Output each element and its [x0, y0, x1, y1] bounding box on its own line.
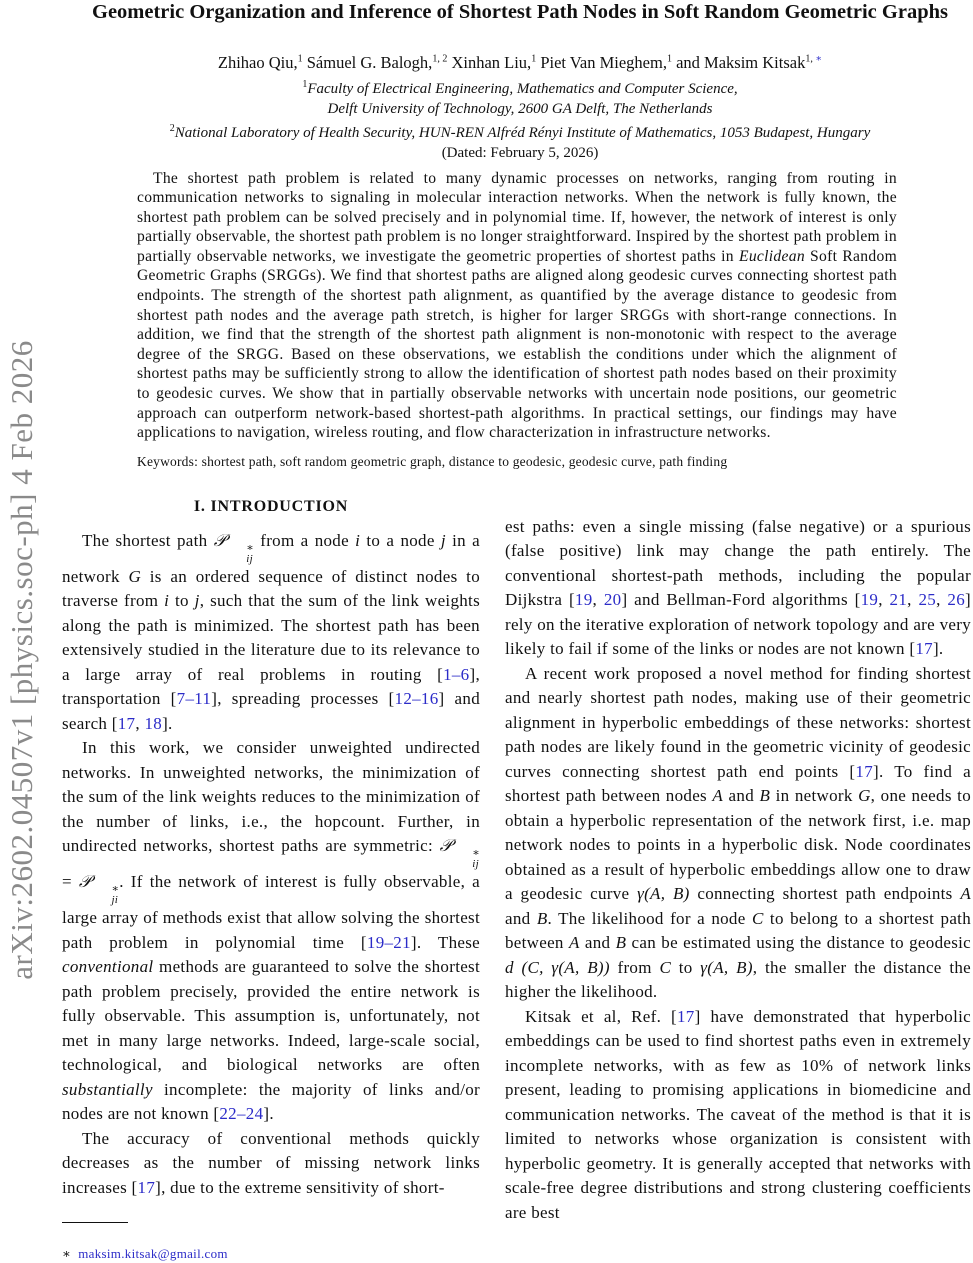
text: The shortest path problem is related to many dynamic processes on networks, ranging from routing in communication networks to signaling in molecular interaction networks. When the network is fully known, the shortest path problem can be solved precisely and in polynomial time. If, however, the network of interest is only partially observable, the shortest path problem is no longer straightforward. Inspired by the shortest path problem in partially observable networks, we investigate the geometric properties of shortest paths in [137, 169, 897, 265]
paper-header [90, 0, 950, 163]
body-columns [62, 495, 971, 1263]
citation-link[interactable]: 17 [915, 639, 933, 659]
citation-link[interactable]: 20 [603, 590, 622, 610]
affiliation: $^2$National Laboratory of Health Security, HUN-REN Alfréd Rényi Institute of Mathematics, 1053 Budapest, Hungary [169, 122, 871, 141]
left-column [62, 495, 480, 1263]
text: Kitsak et al, Ref. [ [525, 1006, 677, 1026]
text: and [505, 908, 537, 928]
author-list [90, 49, 950, 73]
text: , [936, 590, 948, 610]
email-link[interactable]: maksim.kitsak@gmail.com [78, 1246, 228, 1262]
text: , [907, 590, 919, 610]
text: can be estimated using the distance to geodesic [626, 933, 972, 953]
text: to belong to a shortest path between [505, 908, 972, 953]
text: = [62, 872, 79, 892]
text: ]. [932, 639, 944, 659]
text: , [592, 590, 604, 610]
citation-link[interactable]: 26 [947, 590, 966, 610]
math: B [615, 933, 627, 953]
text: A recent work proposed a novel method for finding shortest and nearly shortest path nodes, making use of their geometric alignment in hyperbolic embeddings of these networks: shortest path nodes are likely found in the geometric vicinity of geodesic curves connecting shortest path end points [ [505, 663, 971, 781]
citation-link[interactable]: 19 [574, 590, 593, 610]
paragraph [62, 1127, 480, 1201]
citation-link[interactable]: 7–11 [176, 689, 212, 709]
text: . The likelihood for a node [547, 908, 752, 928]
text: ] and Bellman-Ford algorithms [ [621, 590, 861, 610]
math: j [194, 591, 200, 611]
citation-link[interactable]: 1–6 [443, 664, 470, 684]
text: to a node [360, 530, 441, 550]
text: to [169, 591, 195, 611]
text: ], spreading processes [ [211, 689, 395, 709]
text: , such that the sum of the link weights along the path is minimized. The shortest path has been extensively studied in the literature due to its relevance to a large array of real problems in routing [ [62, 591, 480, 684]
right-column [505, 495, 971, 1263]
text: ] have demonstrated that hyperbolic embeddings can be used to find shortest paths even in extremely incomplete networks, with as few as 10% of network links present, leading to promising applications in biomedicine and communication networks. The caveat of the method is that it is limited to networks whose organization is consistent with hyperbolic geometry. It is generally accepted that networks with scale-free degree distributions and strong clustering coefficients are best [505, 1006, 971, 1222]
math: γ(A, B) [700, 957, 753, 977]
text: The shortest path [82, 530, 214, 550]
paragraph [62, 736, 480, 1126]
footnote: ∗ maksim.kitsak@gmail.com [62, 1246, 228, 1262]
math: γ(A, B) [637, 884, 690, 904]
author: Zhihao Qiu,$^1$ [217, 52, 303, 72]
math: i [164, 591, 170, 611]
date: (Dated: February 5, 2026) [441, 144, 599, 161]
author: Sámuel G. Balogh,$^{1, 2}$ [306, 52, 448, 72]
math: C [751, 908, 764, 928]
text: ] rely on the iterative exploration of network topology and are very likely to fail if some of the links or nodes are not known [ [505, 590, 971, 659]
text: connecting shortest path endpoints [689, 884, 961, 904]
text: and [723, 786, 760, 806]
math: A [568, 933, 580, 953]
citation-link[interactable]: 17 [677, 1006, 695, 1026]
text: ], due to the extreme sensitivity of short- [155, 1177, 445, 1197]
paragraph [505, 662, 971, 1005]
emphasis: Euclidean [739, 247, 805, 265]
citation-link[interactable]: 21 [889, 590, 908, 610]
footnote-link[interactable]: ∗ [815, 53, 823, 64]
paragraph [505, 515, 971, 662]
emphasis: substantially [62, 1079, 153, 1099]
text: The accuracy of conventional methods quickly decreases as the number of missing network links increases [ [62, 1128, 480, 1197]
text: in network [770, 786, 859, 806]
text: ]. [162, 713, 173, 733]
math: C [659, 957, 672, 977]
affiliation: $^1$Faculty of Electrical Engineering, Mathematics and Computer Science, [302, 78, 738, 97]
keywords: Keywords: shortest path, soft random geometric graph, distance to geodesic, geodesic curve, path finding [137, 453, 728, 469]
text: to [671, 957, 701, 977]
page [62, 0, 971, 1263]
math: d (C, γ(A, B)) [505, 957, 610, 977]
affiliations [90, 75, 950, 163]
math: B [536, 908, 548, 928]
citation-link[interactable]: 22–24 [219, 1104, 264, 1124]
text: ], transportation [ [62, 664, 480, 709]
math: i [355, 530, 361, 550]
author: Piet Van Mieghem,$^1$ [540, 52, 672, 72]
text: ]. [263, 1104, 274, 1124]
math: G [858, 786, 871, 806]
math: 𝒫 ∗ ji [78, 872, 120, 907]
citation-link[interactable]: 18 [144, 713, 163, 733]
math: 𝒫 ∗ ij [213, 530, 255, 565]
text: is an ordered sequence of distinct nodes to traverse from [62, 566, 480, 611]
text: ] and search [ [62, 689, 480, 733]
text: est paths: even a single missing (false negative) or a spurious (false positive) link may change the path entirely. The conventional shortest-path methods, including the popular Dijkstra [ [505, 516, 971, 610]
text: In this work, we consider unweighted undirected networks. In unweighted networks, the minimization of the sum of the link weights reduces to the minimization of the number of links, i.e., the hopcount. Further, in undirected networks, shortest paths are symmetric: [62, 738, 480, 856]
text: , the smaller the distance the higher the likelihood. [505, 957, 971, 1002]
citation-link[interactable]: 17 [117, 713, 136, 733]
math: G [128, 566, 142, 586]
text: and [579, 933, 616, 953]
text: , one needs to obtain a hyperbolic representation of the network first, i.e. map network nodes to points in a hyperbolic disk. Node coordinates obtained as a result of hyperbolic embeddings allow one to draw a geodesic curve [505, 786, 971, 904]
citation-link[interactable]: 12–16 [394, 689, 439, 709]
citation-link[interactable]: 17 [137, 1177, 156, 1197]
text: methods are guaranteed to solve the shortest path problem precisely, provided the entire network is fully observable. This assumption is, unfortunately, not met in many large networks. Indeed, large-scale social, technological, and biological networks are often [62, 957, 480, 1075]
text: . If the network of interest is fully observable, a large array of methods exist that allow solving the shortest path problem in polynomial time [ [62, 872, 480, 952]
text: Soft Random Geometric Graphs (SRGGs). We find that shortest paths are aligned along geodesic curves connecting shortest path endpoints. The strength of the shortest path alignment, as quantified by the average distance to geodesic from shortest path nodes and the average path stretch, is higher for larger SRGGs with short-range connections. In addition, we find that the strength of the shortest path alignment is non-monotonic with respect to the average degree of the SRGG. Based on these observations, we establish the conditions under which the alignment of shortest paths may be sufficiently strong to allow the identification of shortest path nodes based on their proximity to geodesic curves. We show that in partially observable networks with uncertain node positions, our geometric approach can outperform network-based shortest-path algorithms. In practical settings, our findings may have applications to navigation, wireless routing, and flow characterization in infrastructure networks. [137, 247, 897, 442]
paragraph [62, 529, 480, 736]
math: 𝒫 ∗ ij [439, 836, 480, 871]
text: ]. These [410, 932, 480, 952]
paper-title: Geometric Organization and Inference of Shortest Path Nodes in Soft Random Geometric Graphs [92, 1, 948, 23]
text: in a network [62, 530, 480, 586]
citation-link[interactable]: 17 [855, 761, 873, 781]
author: Xinhan Liu,$^1$ [451, 52, 537, 72]
footnote-rule [62, 1222, 128, 1223]
citation-link[interactable]: 25 [918, 590, 937, 610]
abstract [137, 169, 897, 443]
citation-link[interactable]: 19 [860, 590, 879, 610]
text: from [609, 957, 660, 977]
text: incomplete: the majority of links and/or nodes are not known [ [62, 1079, 480, 1124]
math: A [712, 786, 724, 806]
math: A [960, 884, 971, 904]
citation-link[interactable]: 19–21 [366, 932, 411, 952]
text: ]. To find a shortest path between nodes [505, 761, 971, 806]
text: , [878, 590, 890, 610]
author: and Maksim Kitsak$^{1,}$ ∗ [676, 52, 823, 72]
affiliation: Delft University of Technology, 2600 GA Delft, The Netherlands [327, 100, 713, 117]
text: , [135, 713, 145, 733]
math: j [440, 530, 446, 550]
emphasis: conventional [62, 957, 154, 977]
text: from a node [254, 530, 356, 550]
arxiv-stamp: arXiv:2602.04507v1 [physics.soc-ph] 4 Feb 2026 [4, 340, 39, 980]
section-heading: I. INTRODUCTION [193, 497, 349, 515]
paragraph [505, 1005, 971, 1226]
math: B [759, 786, 771, 806]
